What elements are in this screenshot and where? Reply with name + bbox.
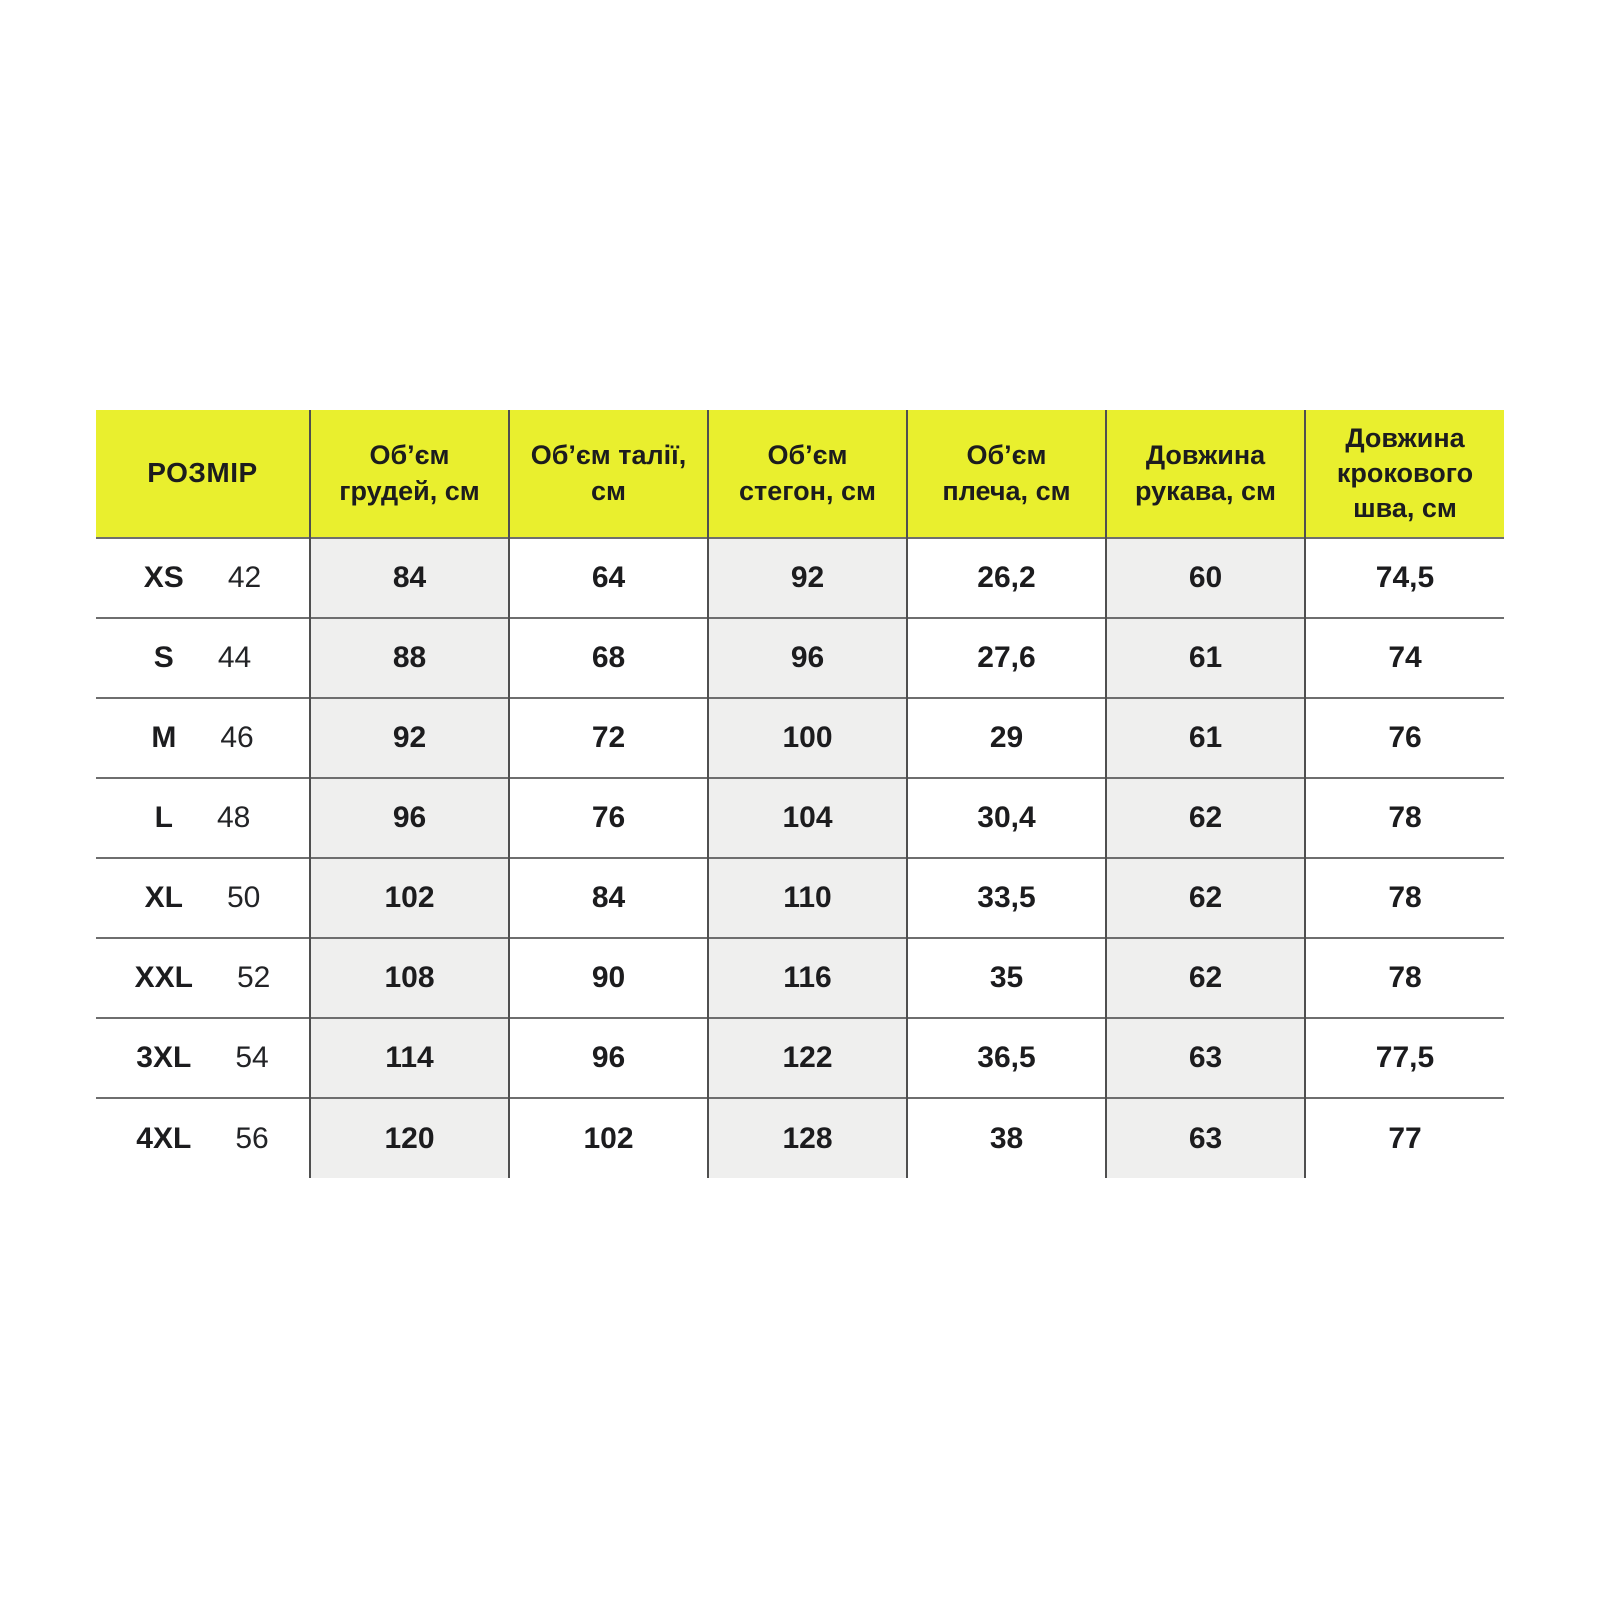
value-cell-hips: 96 (708, 618, 907, 698)
size-label: XL (144, 881, 183, 914)
table-row-3xl (96, 1018, 1504, 1098)
value-cell-sleeve: 61 (1106, 618, 1305, 698)
value-cell-inseam: 77,5 (1305, 1018, 1504, 1098)
table-row-s (96, 618, 1504, 698)
value-cell-sleeve: 62 (1106, 858, 1305, 938)
value-cell-chest: 92 (310, 698, 509, 778)
value-cell-hips: 116 (708, 938, 907, 1018)
value-cell-chest: 114 (310, 1018, 509, 1098)
value-cell-chest: 120 (310, 1098, 509, 1178)
value-cell-shoulder: 38 (907, 1098, 1106, 1178)
value-cell-hips: 128 (708, 1098, 907, 1178)
size-number: 42 (227, 561, 262, 594)
value-cell-waist: 84 (509, 858, 708, 938)
value-cell-hips: 100 (708, 698, 907, 778)
table-row-xl (96, 858, 1504, 938)
value-cell-waist: 90 (509, 938, 708, 1018)
value-cell-chest: 88 (310, 618, 509, 698)
size-label: XS (143, 561, 184, 594)
column-header-size: РОЗМІР (96, 410, 310, 538)
value-cell-shoulder: 35 (907, 938, 1106, 1018)
size-chart-table (96, 410, 1504, 1178)
table-row-xs (96, 538, 1504, 618)
value-cell-sleeve: 62 (1106, 778, 1305, 858)
value-cell-inseam: 77 (1305, 1098, 1504, 1178)
value-cell-shoulder: 27,6 (907, 618, 1106, 698)
value-cell-waist: 102 (509, 1098, 708, 1178)
size-cell (96, 538, 310, 618)
value-cell-sleeve: 63 (1106, 1098, 1305, 1178)
size-label: L (154, 801, 173, 834)
value-cell-shoulder: 36,5 (907, 1018, 1106, 1098)
table-row-xxl (96, 938, 1504, 1018)
value-cell-inseam: 78 (1305, 778, 1504, 858)
table-row-4xl (96, 1098, 1504, 1178)
value-cell-waist: 72 (509, 698, 708, 778)
column-header-chest: Об’єм грудей, см (310, 410, 509, 538)
value-cell-waist: 68 (509, 618, 708, 698)
size-number: 52 (236, 961, 271, 994)
column-header-sleeve: Довжина рукава, см (1106, 410, 1305, 538)
column-header-inseam: Довжина крокового шва, см (1305, 410, 1504, 538)
value-cell-chest: 96 (310, 778, 509, 858)
value-cell-sleeve: 61 (1106, 698, 1305, 778)
value-cell-chest: 108 (310, 938, 509, 1018)
value-cell-inseam: 76 (1305, 698, 1504, 778)
size-label: 3XL (136, 1041, 192, 1074)
value-cell-inseam: 78 (1305, 938, 1504, 1018)
column-header-hips: Об’єм стегон, см (708, 410, 907, 538)
value-cell-shoulder: 30,4 (907, 778, 1106, 858)
size-number: 50 (226, 881, 261, 914)
value-cell-waist: 76 (509, 778, 708, 858)
size-number: 44 (217, 641, 252, 674)
size-cell (96, 858, 310, 938)
table-row-m (96, 698, 1504, 778)
size-number: 48 (216, 801, 251, 834)
value-cell-chest: 84 (310, 538, 509, 618)
size-cell (96, 778, 310, 858)
size-label: S (153, 641, 174, 674)
value-cell-shoulder: 26,2 (907, 538, 1106, 618)
value-cell-sleeve: 60 (1106, 538, 1305, 618)
value-cell-chest: 102 (310, 858, 509, 938)
value-cell-waist: 64 (509, 538, 708, 618)
value-cell-sleeve: 62 (1106, 938, 1305, 1018)
header-row (96, 410, 1504, 538)
size-label: M (151, 721, 177, 754)
value-cell-inseam: 74,5 (1305, 538, 1504, 618)
value-cell-shoulder: 33,5 (907, 858, 1106, 938)
column-header-shoulder: Об’єм плеча, см (907, 410, 1106, 538)
size-cell (96, 1018, 310, 1098)
size-cell (96, 1098, 310, 1178)
size-number: 46 (220, 721, 254, 754)
value-cell-shoulder: 29 (907, 698, 1106, 778)
value-cell-hips: 104 (708, 778, 907, 858)
value-cell-hips: 110 (708, 858, 907, 938)
column-header-waist: Об’єм талії, см (509, 410, 708, 538)
value-cell-hips: 92 (708, 538, 907, 618)
value-cell-sleeve: 63 (1106, 1018, 1305, 1098)
value-cell-hips: 122 (708, 1018, 907, 1098)
size-chart (96, 410, 1504, 1178)
value-cell-waist: 96 (509, 1018, 708, 1098)
size-number: 56 (235, 1121, 269, 1155)
size-cell (96, 618, 310, 698)
size-label: 4XL (136, 1121, 192, 1155)
value-cell-inseam: 74 (1305, 618, 1504, 698)
value-cell-inseam: 78 (1305, 858, 1504, 938)
size-cell (96, 938, 310, 1018)
size-number: 54 (235, 1041, 269, 1074)
table-row-l (96, 778, 1504, 858)
size-cell (96, 698, 310, 778)
size-label: XXL (134, 961, 193, 994)
